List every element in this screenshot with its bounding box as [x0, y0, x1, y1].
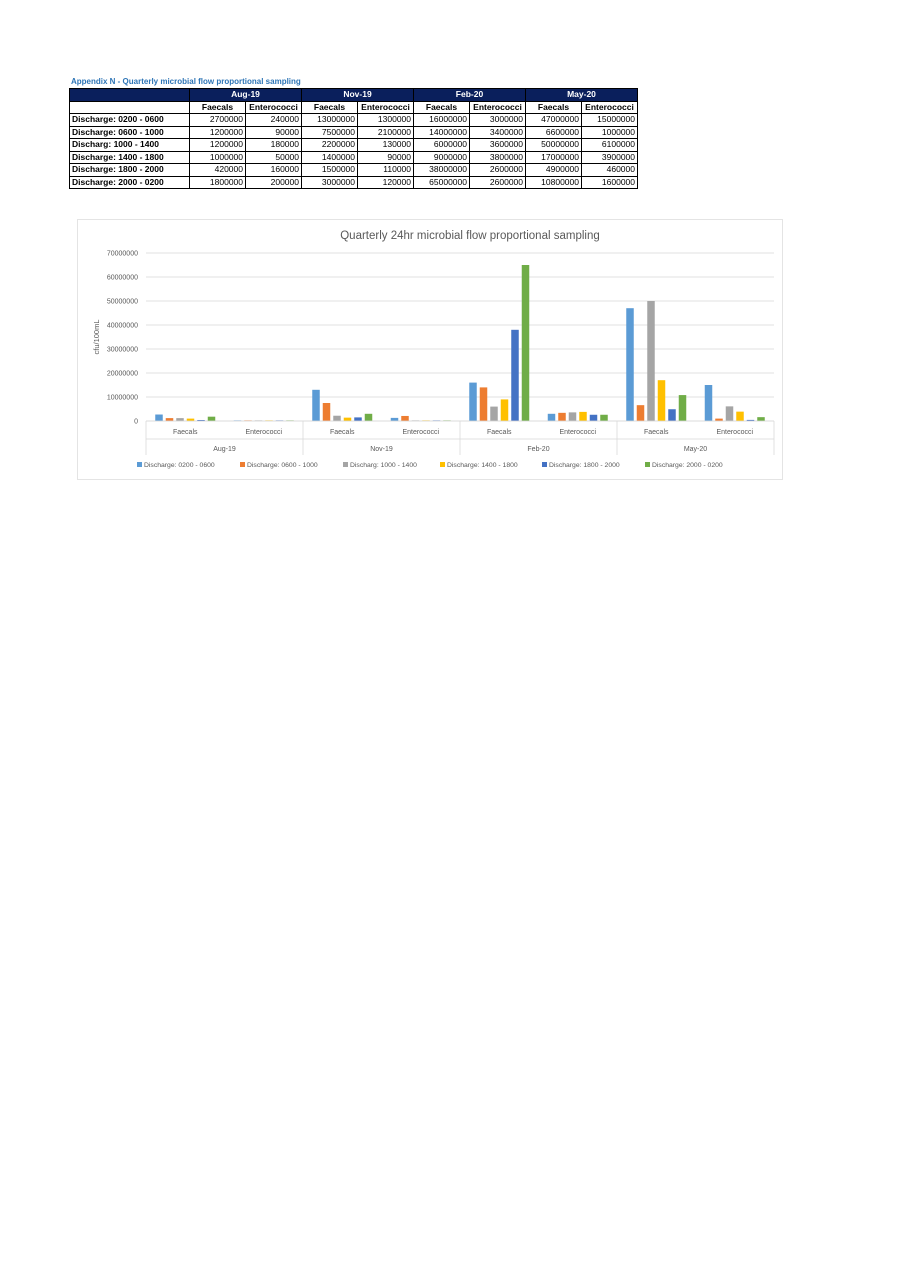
- bar-discharge-2000-0200-6: [679, 395, 687, 421]
- bar-discharge-2000-0200-5: [600, 415, 608, 421]
- table-cell: 1500000: [302, 164, 358, 177]
- bar-discharge-0600-1000-0: [166, 418, 174, 421]
- x-category-label: Enterococci: [245, 429, 283, 436]
- table-cell: 160000: [246, 164, 302, 177]
- table-cell: 38000000: [414, 164, 470, 177]
- legend-label: Discharge: 0200 - 0600: [144, 462, 215, 469]
- legend-label: Discharge: 2000 - 0200: [652, 462, 723, 469]
- microbial-data-table: [69, 88, 638, 189]
- table-cell: 9000000: [414, 151, 470, 164]
- table-row: [70, 151, 638, 164]
- table-cell: 1200000: [190, 126, 246, 139]
- bar-discharg-1000-1400-2: [333, 416, 341, 421]
- x-category-label: Faecals: [329, 429, 355, 436]
- table-row: [70, 176, 638, 189]
- period-header: Aug-19: [190, 89, 302, 102]
- x-category-label: Enterococci: [559, 429, 597, 436]
- bar-discharg-1000-1400-4: [490, 407, 498, 421]
- table-cell: 3000000: [302, 176, 358, 189]
- table-row: [70, 114, 638, 127]
- bar-discharge-1400-1800-4: [501, 399, 509, 421]
- table-cell: 2600000: [470, 176, 526, 189]
- legend-swatch: [440, 462, 445, 467]
- table-cell: 130000: [358, 139, 414, 152]
- bar-discharge-0600-1000-5: [558, 413, 566, 421]
- table-cell: 2600000: [470, 164, 526, 177]
- y-tick-label: 20000000: [106, 370, 138, 378]
- legend-swatch: [137, 462, 142, 467]
- table-cell: 6600000: [526, 126, 582, 139]
- legend-swatch: [645, 462, 650, 467]
- y-tick-label: 30000000: [106, 346, 138, 354]
- bar-discharge-0200-0600-4: [469, 383, 477, 421]
- x-group-label: Aug-19: [213, 446, 236, 453]
- table-cell: 90000: [358, 151, 414, 164]
- legend-swatch: [542, 462, 547, 467]
- table-cell: 65000000: [414, 176, 470, 189]
- chart-title: Quarterly 24hr microbial flow proportional sampling: [340, 230, 600, 242]
- table-cell: 110000: [358, 164, 414, 177]
- table-body: [70, 114, 638, 189]
- table-cell: 1300000: [358, 114, 414, 127]
- bar-discharge-0200-0600-0: [155, 415, 163, 421]
- row-label: Discharge: 0200 - 0600: [70, 114, 190, 127]
- bar-discharge-2000-0200-7: [757, 417, 765, 421]
- sub-header: Faecals: [190, 101, 246, 114]
- period-header: Feb-20: [414, 89, 526, 102]
- x-group-label: Feb-20: [527, 446, 550, 453]
- bar-discharge-1800-2000-2: [354, 417, 362, 421]
- bar-discharge-0200-0600-5: [548, 414, 556, 421]
- x-category-label: Faecals: [486, 429, 512, 436]
- bar-discharge-1400-1800-6: [658, 380, 666, 421]
- bar-discharge-2000-0200-0: [208, 417, 216, 421]
- table-row: [70, 126, 638, 139]
- table-cell: 15000000: [582, 114, 638, 127]
- table-cell: 10800000: [526, 176, 582, 189]
- row-label: Discharge: 1400 - 1800: [70, 151, 190, 164]
- table-cell: 47000000: [526, 114, 582, 127]
- x-group-label: Nov-19: [370, 446, 393, 453]
- row-label: Discharge: 0600 - 1000: [70, 126, 190, 139]
- y-tick-label: 40000000: [106, 322, 138, 330]
- bar-discharge-1800-2000-6: [668, 409, 676, 421]
- sub-header: Enterococci: [470, 101, 526, 114]
- table-cell: 50000000: [526, 139, 582, 152]
- bar-discharge-1400-1800-7: [736, 412, 744, 421]
- table-cell: 3600000: [470, 139, 526, 152]
- bar-discharge-1800-2000-5: [590, 415, 598, 421]
- legend-swatch: [343, 462, 348, 467]
- x-group-label: May-20: [683, 446, 708, 453]
- table-corner-cell: [70, 89, 190, 102]
- period-header: Nov-19: [302, 89, 414, 102]
- bar-discharge-2000-0200-2: [365, 414, 373, 421]
- bar-discharge-0200-0600-3: [391, 418, 399, 421]
- table-cell: 50000: [246, 151, 302, 164]
- bar-discharge-0200-0600-2: [312, 390, 320, 421]
- table-cell: 14000000: [414, 126, 470, 139]
- table-cell: 2100000: [358, 126, 414, 139]
- row-label: Discharge: 2000 - 0200: [70, 176, 190, 189]
- table-cell: 3000000: [470, 114, 526, 127]
- table-cell: 2700000: [190, 114, 246, 127]
- sub-header: Faecals: [302, 101, 358, 114]
- bar-discharge-1400-1800-2: [344, 418, 352, 421]
- bar-discharg-1000-1400-5: [569, 412, 577, 421]
- bar-chart: [77, 219, 783, 480]
- table-cell: 3400000: [470, 126, 526, 139]
- x-category-label: Faecals: [643, 429, 669, 436]
- table-cell: 200000: [246, 176, 302, 189]
- table-cell: 1400000: [302, 151, 358, 164]
- table-cell: 6100000: [582, 139, 638, 152]
- sub-header: Faecals: [526, 101, 582, 114]
- bar-discharg-1000-1400-0: [176, 418, 184, 421]
- legend-label: Discharge: 1400 - 1800: [447, 462, 518, 469]
- table-cell: 3900000: [582, 151, 638, 164]
- y-tick-label: 60000000: [106, 274, 138, 282]
- table-period-header-row: [70, 89, 638, 102]
- y-tick-label: 70000000: [106, 250, 138, 258]
- row-label: Discharg: 1000 - 1400: [70, 139, 190, 152]
- x-category-label: Enterococci: [716, 429, 754, 436]
- table-cell: 1000000: [190, 151, 246, 164]
- table-cell: 90000: [246, 126, 302, 139]
- table-cell: 120000: [358, 176, 414, 189]
- x-category-label: Enterococci: [402, 429, 440, 436]
- bar-discharg-1000-1400-6: [647, 301, 655, 421]
- table-cell: 7500000: [302, 126, 358, 139]
- x-category-label: Faecals: [172, 429, 198, 436]
- table-cell: 17000000: [526, 151, 582, 164]
- table-cell: 240000: [246, 114, 302, 127]
- bar-discharge-0200-0600-7: [705, 385, 713, 421]
- table-cell: 6000000: [414, 139, 470, 152]
- legend-label: Discharge: 0600 - 1000: [247, 462, 318, 469]
- bar-discharge-0200-0600-6: [626, 308, 634, 421]
- row-label: Discharge: 1800 - 2000: [70, 164, 190, 177]
- legend-label: Discharg: 1000 - 1400: [350, 462, 417, 469]
- table-cell: 4900000: [526, 164, 582, 177]
- appendix-caption: Appendix N - Quarterly microbial flow proportional sampling: [71, 77, 301, 86]
- table-cell: 13000000: [302, 114, 358, 127]
- table-row: [70, 139, 638, 152]
- legend-swatch: [240, 462, 245, 467]
- table-blank-cell: [70, 101, 190, 114]
- bar-discharge-0600-1000-6: [637, 405, 645, 421]
- bar-discharge-1800-2000-4: [511, 330, 519, 421]
- legend-label: Discharge: 1800 - 2000: [549, 462, 620, 469]
- period-header: May-20: [526, 89, 638, 102]
- sub-header: Enterococci: [582, 101, 638, 114]
- sub-header: Faecals: [414, 101, 470, 114]
- table-cell: 2200000: [302, 139, 358, 152]
- table-cell: 16000000: [414, 114, 470, 127]
- y-tick-label: 0: [134, 418, 138, 426]
- table-row: [70, 164, 638, 177]
- table-cell: 460000: [582, 164, 638, 177]
- table-cell: 1200000: [190, 139, 246, 152]
- table-sub-header-row: [70, 101, 638, 114]
- table-cell: 3800000: [470, 151, 526, 164]
- table-cell: 1800000: [190, 176, 246, 189]
- sub-header: Enterococci: [358, 101, 414, 114]
- y-tick-label: 50000000: [106, 298, 138, 306]
- bar-discharg-1000-1400-7: [726, 406, 734, 421]
- bar-discharge-1400-1800-5: [579, 412, 587, 421]
- bar-discharge-2000-0200-4: [522, 265, 530, 421]
- table-cell: 420000: [190, 164, 246, 177]
- table-cell: 1000000: [582, 126, 638, 139]
- sub-header: Enterococci: [246, 101, 302, 114]
- y-axis-label: cfu/100mL: [92, 319, 101, 355]
- bar-discharge-0600-1000-2: [323, 403, 331, 421]
- chart-canvas: [78, 220, 784, 481]
- bar-discharge-0600-1000-3: [401, 416, 409, 421]
- y-tick-label: 10000000: [106, 394, 138, 402]
- bar-discharge-0600-1000-4: [480, 387, 488, 421]
- table-cell: 1600000: [582, 176, 638, 189]
- table-cell: 180000: [246, 139, 302, 152]
